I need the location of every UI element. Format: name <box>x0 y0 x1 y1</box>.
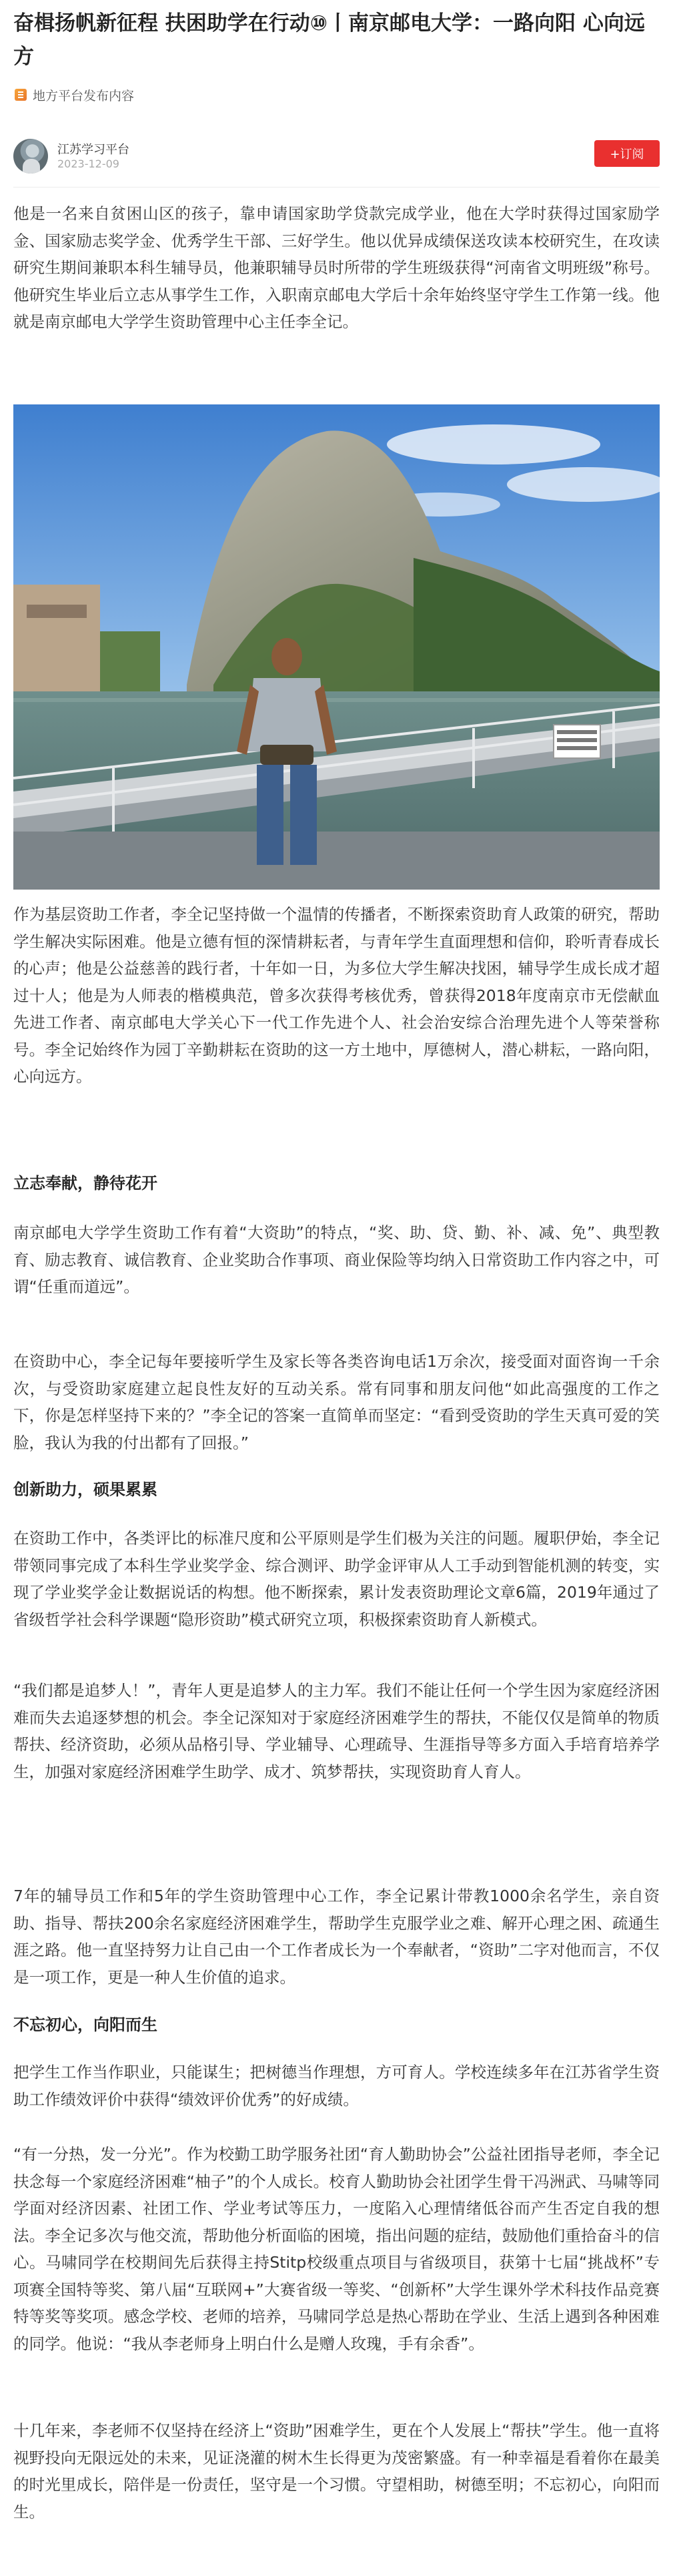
author-name[interactable]: 江苏学习平台 <box>57 143 129 157</box>
section-heading-2: 创新助力，硕果累累 <box>13 1480 157 1499</box>
subscribe-button[interactable]: +订阅 <box>594 140 660 167</box>
avatar[interactable] <box>13 139 48 174</box>
paragraph-section2-b: “我们都是追梦人！”，青年人更是追梦人的主力军。我们不能让任何一个学生因为家庭经济困难而失去追逐梦想的机会。李全记深知对于家庭经济困难学生的帮扶，不能仅仅是简单的物质帮扶、经济资助，必须从品格引导、学业辅导、心理疏导、生涯指导等多方面入手培育培养学生，加强对家庭经济困难学生助学、成才、筑梦帮扶，实现资助育人育人。 <box>13 1681 660 1781</box>
paragraph-profile: 作为基层资助工作者，李全记坚持做一个温情的传播者，不断探索资助育人政策的研究，帮助学生解决实际困难。他是立德有恒的深情耕耘者，与青年学生直面理想和信仰，聆听青春成长的心声；他是公益慈善的践行者，十年如一日，为多位大学生解决找困，辅导学生成长成才超过十人；他是为人师表的楷模典范，曾多次获得考核优秀，曾获得2018年度南京市无偿献血先进工作者、南京邮电大学关心下一代工作先进个人、社会治安综合治理先进个人等荣誉称号。李全记始终作为园丁辛勤耕耘在资助的这一方土地中，厚德树人，潜心耕耘，一路向阳，心向远方。 <box>13 905 660 1086</box>
source-line <box>15 87 134 103</box>
article-photo <box>13 404 660 890</box>
section-heading-3: 不忘初心，向阳而生 <box>13 2015 157 2034</box>
document-icon <box>15 89 27 101</box>
paragraph-section3-b: “有一分热，发一分光”。作为校勤工助学服务社团“育人勤助协会”公益社团指导老师，李全记扶念每一个家庭经济困难“柚子”的个人成长。校育人勤助协会社团学生骨干冯洲武、马啸等同学面对经济因素、社团工作、学业考试等压力，一度陷入心理情绪低谷而产生否定自我的想法。李全记多次与他交流，帮助他分析面临的困境，指出问题的症结，鼓励他们重拾奋斗的信心。马啸同学在校期间先后获得主持Stitp校级重点项目与省级项目，获第十七届“挑战杯”专项赛全国特等奖、第八届“互联网+”大赛省级一等奖、“创新杯”大学生课外学术科技作品竞赛特等奖等奖项。感念学校、老师的培养，马啸同学总是热心帮助在学业、生活上遇到各种困难的同学。他说：“我从李老师身上明白什么是赠人玫瑰，手有余香”。 <box>13 2145 660 2353</box>
publish-date: 2023-12-09 <box>57 157 119 170</box>
photo-illustration <box>13 404 660 890</box>
paragraph-section3-a: 把学生工作当作职业，只能谋生；把树德当作理想，方可育人。学校连续多年在江苏省学生资助工作绩效评价中获得“绩效评价优秀”的好成绩。 <box>13 2063 660 2109</box>
paragraph-section1-a: 南京邮电大学学生资助工作有着“大资助”的特点，“奖、助、贷、勤、补、减、免”、典型教育、励志教育、诚信教育、企业奖助合作事项、商业保险等均纳入日常资助工作内容之中，可谓“任重而道远”。 <box>13 1223 660 1296</box>
divider <box>13 187 660 188</box>
author-bar <box>13 136 660 176</box>
paragraph-section2-a: 在资助工作中，各类评比的标准尺度和公平原则是学生们极为关注的问题。履职伊始，李全记带领同事完成了本科生学业奖学金、综合测评、助学金评审从人工手动到智能机测的转变，实现了学业奖学金让数据说话的构想。他不断探索，累计发表资助理论文章6篇，2019年通过了省级哲学社会科学课题“隐形资助”模式研究立项，积极探索资助育人新模式。 <box>13 1529 660 1629</box>
article-title: 奋楫扬帆新征程 扶困助学在行动⑩丨南京邮电大学：一路向阳 心向远方 <box>13 11 645 69</box>
paragraph-closing: 十几年来，李老师不仅坚持在经济上“资助”困难学生，更在个人发展上“帮扶”学生。他一直将视野投向无限远处的未来，见证浇灌的树木生长得更为茂密繁盛。有一种幸福是看着你在最美的时光里成长，陪伴是一份责任，坚守是一个习惯。守望相助，树德至明；不忘初心，向阳而生。 <box>13 2421 660 2521</box>
paragraph-intro: 他是一名来自贫困山区的孩子，靠申请国家助学贷款完成学业，他在大学时获得过国家励学金、国家励志奖学金、优秀学生干部、三好学生。他以优异成绩保送攻读本校研究生，在攻读研究生期间兼职本科生辅导员，他兼职辅导员时所带的学生班级获得“河南省文明班级”称号。他研究生毕业后立志从事学生工作，入职南京邮电大学后十余年始终坚守学生工作第一线。他就是南京邮电大学学生资助管理中心主任李全记。 <box>13 204 660 331</box>
source-label: 地方平台发布内容 <box>33 88 135 103</box>
paragraph-section1-b: 在资助中心，李全记每年要接听学生及家长等各类咨询电话1万余次，接受面对面咨询一千余次，与受资助家庭建立起良性友好的互动关系。常有同事和朋友问他“如此高强度的工作之下，你是怎样坚持下来的？”李全记的答案一直简单而坚定：“看到受资助的学生天真可爱的笑脸，我认为我的付出都有了回报。” <box>13 1352 660 1452</box>
section-heading-1: 立志奉献，静待花开 <box>13 1174 157 1193</box>
paragraph-section2-c: 7年的辅导员工作和5年的学生资助管理中心工作，李全记累计带教1000余名学生，亲自资助、指导、帮扶200余名家庭经济困难学生，帮助学生克服学业之难、解开心理之困、疏通生涯之路。他一直坚持努力让自己由一个工作者成长为一个奉献者，“资助”二字对他而言，不仅是一项工作，更是一种人生价值的追求。 <box>13 1887 660 1987</box>
